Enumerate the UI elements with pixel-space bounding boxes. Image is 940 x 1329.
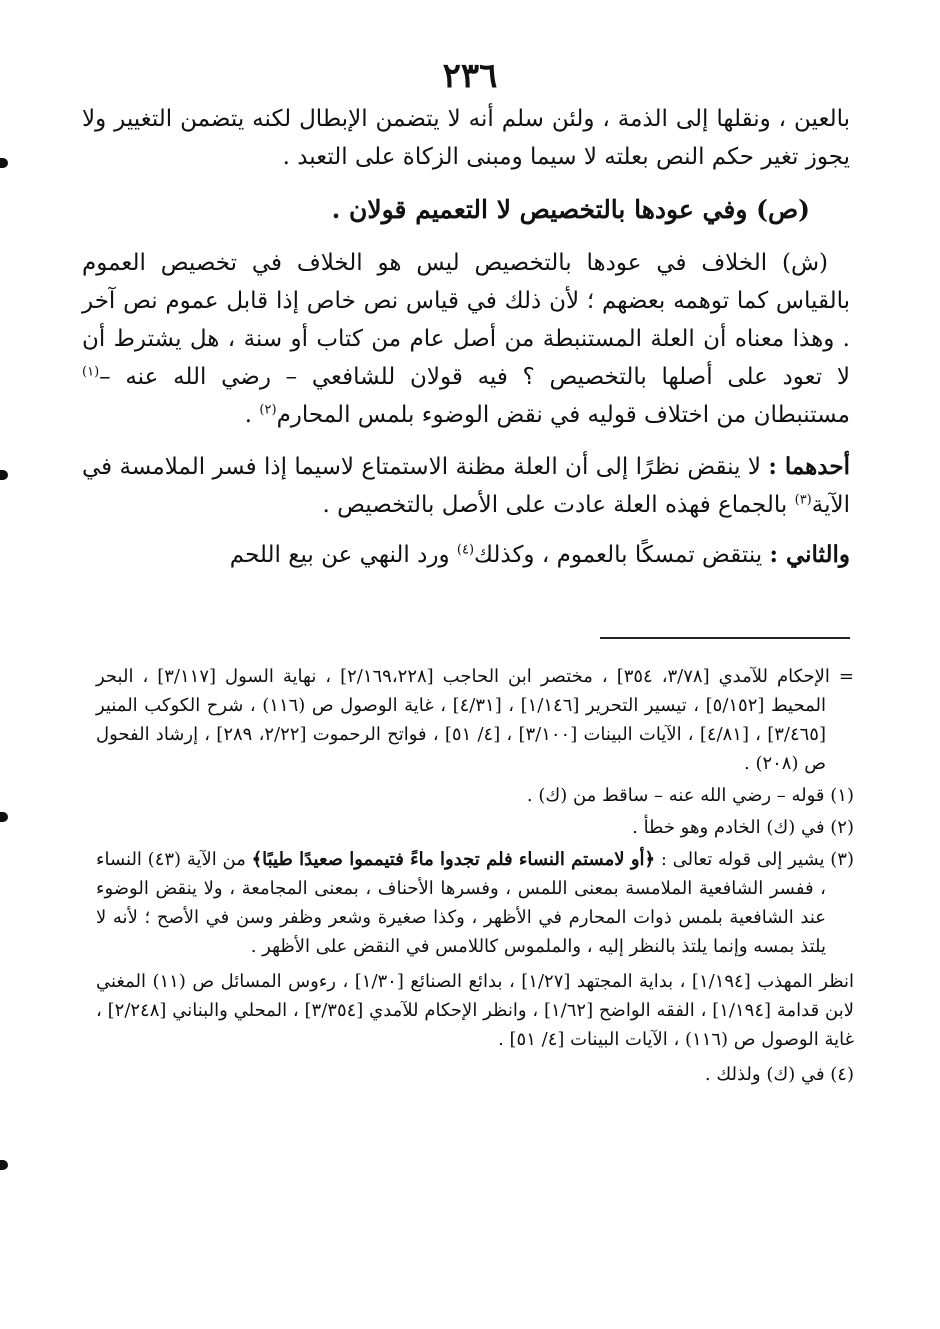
paragraph-continuation: بالعين ، ونقلها إلى الذمة ، ولئن سلم أنه لا يتضمن الإبطال لكنه يتضمن التغيير ولا يجوز تغير حكم النص بعلته لا سيما ومبنى الزكاة على التعبد .	[82, 106, 850, 170]
footnote-3-text-b: من الآية (٤٣) النساء ، ففسر الشافعية الملامسة بمعنى اللمس ، وفسرها الأحناف ، بمعنى المجامعة ، ولا ينقض الوضوء عند الشافعية بلمس ذوات المحارم في الأظهر ، وكذا صغيرة وشعر وظفر وسن في الأصح ؛ لأنه لا يلتذ بمسه وإنما يلتذ بالنظر إليه ، والملموس كاللامس في النقض على الأظهر .	[96, 849, 826, 957]
scan-edge-mark	[0, 158, 8, 168]
footnote-3	[96, 845, 854, 961]
footnote-ref-1[interactable]: (١)	[82, 364, 100, 380]
second-opinion-paragraph	[82, 536, 850, 574]
scan-edge-mark	[0, 1160, 8, 1170]
second-opinion-label: والثاني :	[769, 541, 850, 568]
first-opinion-text-a: لا ينقض نظرًا إلى أن العلة مظنة الاستمتاع لاسيما إذا فسر الملامسة في الآية	[82, 454, 850, 518]
second-opinion-text-b: ورد النهي عن بيع اللحم	[229, 542, 457, 568]
footnote-ref-2[interactable]: (٢)	[259, 402, 277, 418]
footnote-4: (٤) في (ك) ولذلك .	[704, 1064, 854, 1085]
first-opinion-text-b: بالجماع فهذه العلة عادت على الأصل بالتخصيص .	[322, 492, 795, 518]
footnote-2: (٢) في (ك) الخادم وهو خطأ .	[632, 817, 854, 838]
second-opinion-text-a: ينتقض تمسكًا بالعموم ، وكذلك	[474, 542, 770, 568]
footnotes	[96, 662, 854, 1092]
quran-verse: ﴿أو لامستم النساء فلم تجدوا ماءً فتيمموا صعيدًا طيبًا﴾	[251, 849, 656, 870]
sharh-text-a: (ش) الخلاف في عودها بالتخصيص ليس هو الخلاف في تخصيص العموم بالقياس كما توهمه بعضهم ؛ لأن ذلك في قياس نص خاص إذا قابل عموم نص آخر . وهذا معناه أن العلة المستنبطة من أصل عام من كتاب أو سنة ، هل يشترط أن لا تعود على أصلها بالتخصيص ؟ فيه قولان للشافعي – رضي الله عنه –	[82, 250, 850, 390]
footnote-continuation: = الإحكام للآمدي [٣/٧٨، ٣٥٤] ، مختصر ابن الحاجب [٢/١٦٩،٢٢٨] ، نهاية السول [٣/١١٧] ، البحر المحيط [٥/١٥٢] ، تيسير التحرير [١/١٤٦] ، [٤/٣١] ، غاية الوصول ص (١١٦) ، شرح الكوكب المنير [٣/٤٦٥] ، [٤/٨١] ، الآيات البينات [٣/١٠٠] ، [٤/ ٥١] ، فواتح الرحموت [٢/٢٢، ٢٨٩] ، إرشاد الفحول ص (٢٠٨) .	[96, 666, 854, 774]
footnote-ref-3[interactable]: (٣)	[794, 492, 812, 508]
sharh-text-b: مستنبطان من اختلاف قوليه في نقض الوضوء بلمس المحارم	[276, 402, 850, 428]
footnote-separator	[600, 637, 850, 639]
footnote-1: (١) قوله – رضي الله عنه – ساقط من (ك) .	[526, 785, 854, 806]
scan-edge-mark	[0, 812, 8, 822]
main-text	[82, 100, 850, 574]
first-opinion-label: أحدهما :	[768, 453, 850, 480]
first-opinion-paragraph	[82, 448, 850, 524]
footnote-ref-4[interactable]: (٤)	[456, 542, 475, 558]
page-number: ٢٣٦	[442, 56, 498, 96]
sharh-text-c: .	[244, 402, 260, 428]
matn-heading: (ص) وفي عودها بالتخصيص لا التعميم قولان .	[331, 195, 810, 224]
footnote-3-references: انظر المهذب [١/١٩٤] ، بداية المجتهد [١/٢٧] ، بدائع الصنائع [١/٣٠] ، رءوس المسائل ص (١١) المغني لابن قدامة [١/١٩٤] ، الفقه الواضح [١/٦٢] ، وانظر الإحكام للآمدي [٣/٣٥٤] ، المحلي والبناني [٢/٢٤٨] ، غاية الوصول ص (١١٦) ، الآيات البينات [٤/ ٥١] .	[96, 971, 854, 1050]
footnote-3-text-a: (٣) يشير إلى قوله تعالى :	[655, 849, 854, 870]
sharh-paragraph	[82, 244, 850, 434]
scan-edge-mark	[0, 470, 8, 480]
